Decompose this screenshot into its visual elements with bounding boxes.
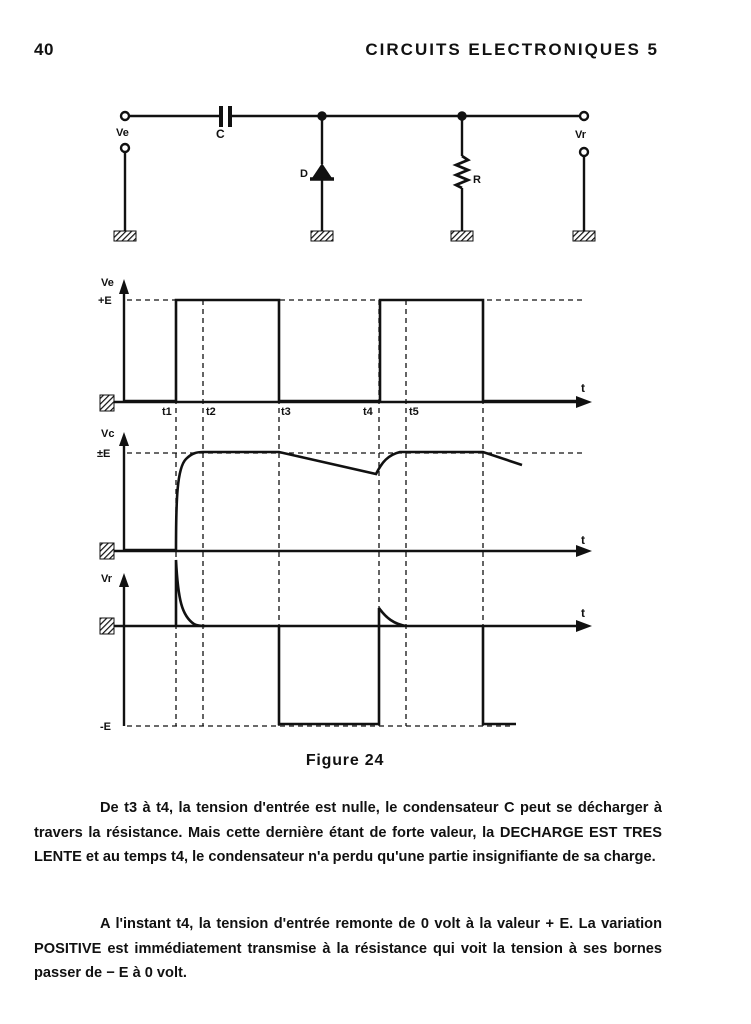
vr-level-label: -E — [100, 721, 111, 733]
vc-ground-icon — [100, 543, 114, 559]
output-terminal-top — [580, 112, 588, 120]
ground-icon — [573, 231, 595, 241]
time-markers — [127, 300, 586, 726]
ground-icon — [114, 231, 136, 241]
ve-axis-label: Ve — [101, 277, 114, 289]
running-title: CIRCUITS ELECTRONIQUES 5 — [365, 40, 659, 59]
output-terminal-bottom — [580, 148, 588, 156]
time-label-t2: t2 — [206, 406, 216, 418]
label-capacitor: C — [216, 127, 225, 141]
vr-waveform-spike-2 — [379, 608, 406, 626]
ve-t-label: t — [581, 381, 585, 395]
ground-icon — [451, 231, 473, 241]
paragraph-2: A l'instant t4, la tension d'entrée remonte de 0 volt à la valeur + E. La variation POSITIVE est immédiatement transmise à la résistance qui voit la tension à ses bornes passer de − E à 0 volt. — [34, 916, 662, 981]
label-resistor: R — [473, 174, 481, 186]
paragraph-1: De t3 à t4, la tension d'entrée est nulle, le condensateur C peut se décharger à travers la résistance. Mais cette dernière étant de forte valeur, la DECHARGE EST TRES LENTE et au temps t4, le condensateur n'a perdu qu'une partie insignifiante de sa charge. — [34, 800, 662, 865]
timing-diagram — [97, 277, 592, 733]
vr-axis-arrow — [119, 573, 129, 587]
vr-time-arrow — [576, 620, 592, 632]
vc-axis-arrow — [119, 432, 129, 446]
vr-t-label: t — [581, 606, 585, 620]
time-label-t4: t4 — [363, 406, 373, 418]
input-terminal-top — [121, 112, 129, 120]
vr-waveform-spike-1 — [176, 560, 205, 626]
capacitor-symbol — [221, 106, 230, 127]
vc-axis-label: Vc — [101, 428, 115, 440]
diode-symbol — [310, 164, 334, 179]
vc-panel — [110, 432, 592, 557]
vr-panel — [110, 560, 592, 726]
vr-ground-icon — [100, 618, 114, 634]
resistor-symbol — [456, 156, 468, 188]
figure-caption: Figure 24 — [305, 752, 385, 769]
ve-ground-icon — [100, 395, 114, 411]
vr-axis-label: Vr — [101, 573, 113, 585]
vc-waveform — [124, 452, 522, 550]
ve-waveform — [124, 300, 584, 401]
label-vr-output: Vr — [575, 129, 587, 141]
page-number: 40 — [34, 40, 54, 59]
vr-waveform-negative-2 — [483, 626, 516, 724]
vc-level-label: ±E — [97, 448, 111, 460]
ve-axis-arrow — [119, 279, 129, 294]
time-label-t1: t1 — [162, 406, 172, 418]
input-terminal-bottom — [121, 144, 129, 152]
vc-t-label: t — [581, 533, 585, 547]
ground-icon — [311, 231, 333, 241]
time-label-t3: t3 — [281, 406, 291, 418]
circuit-schematic — [121, 106, 588, 232]
label-ve-input: Ve — [116, 127, 129, 139]
time-label-t5: t5 — [409, 406, 419, 418]
ground-symbols — [114, 231, 595, 241]
ve-level-label: +E — [98, 295, 112, 307]
ve-panel — [110, 279, 592, 408]
label-diode: D — [300, 168, 308, 180]
